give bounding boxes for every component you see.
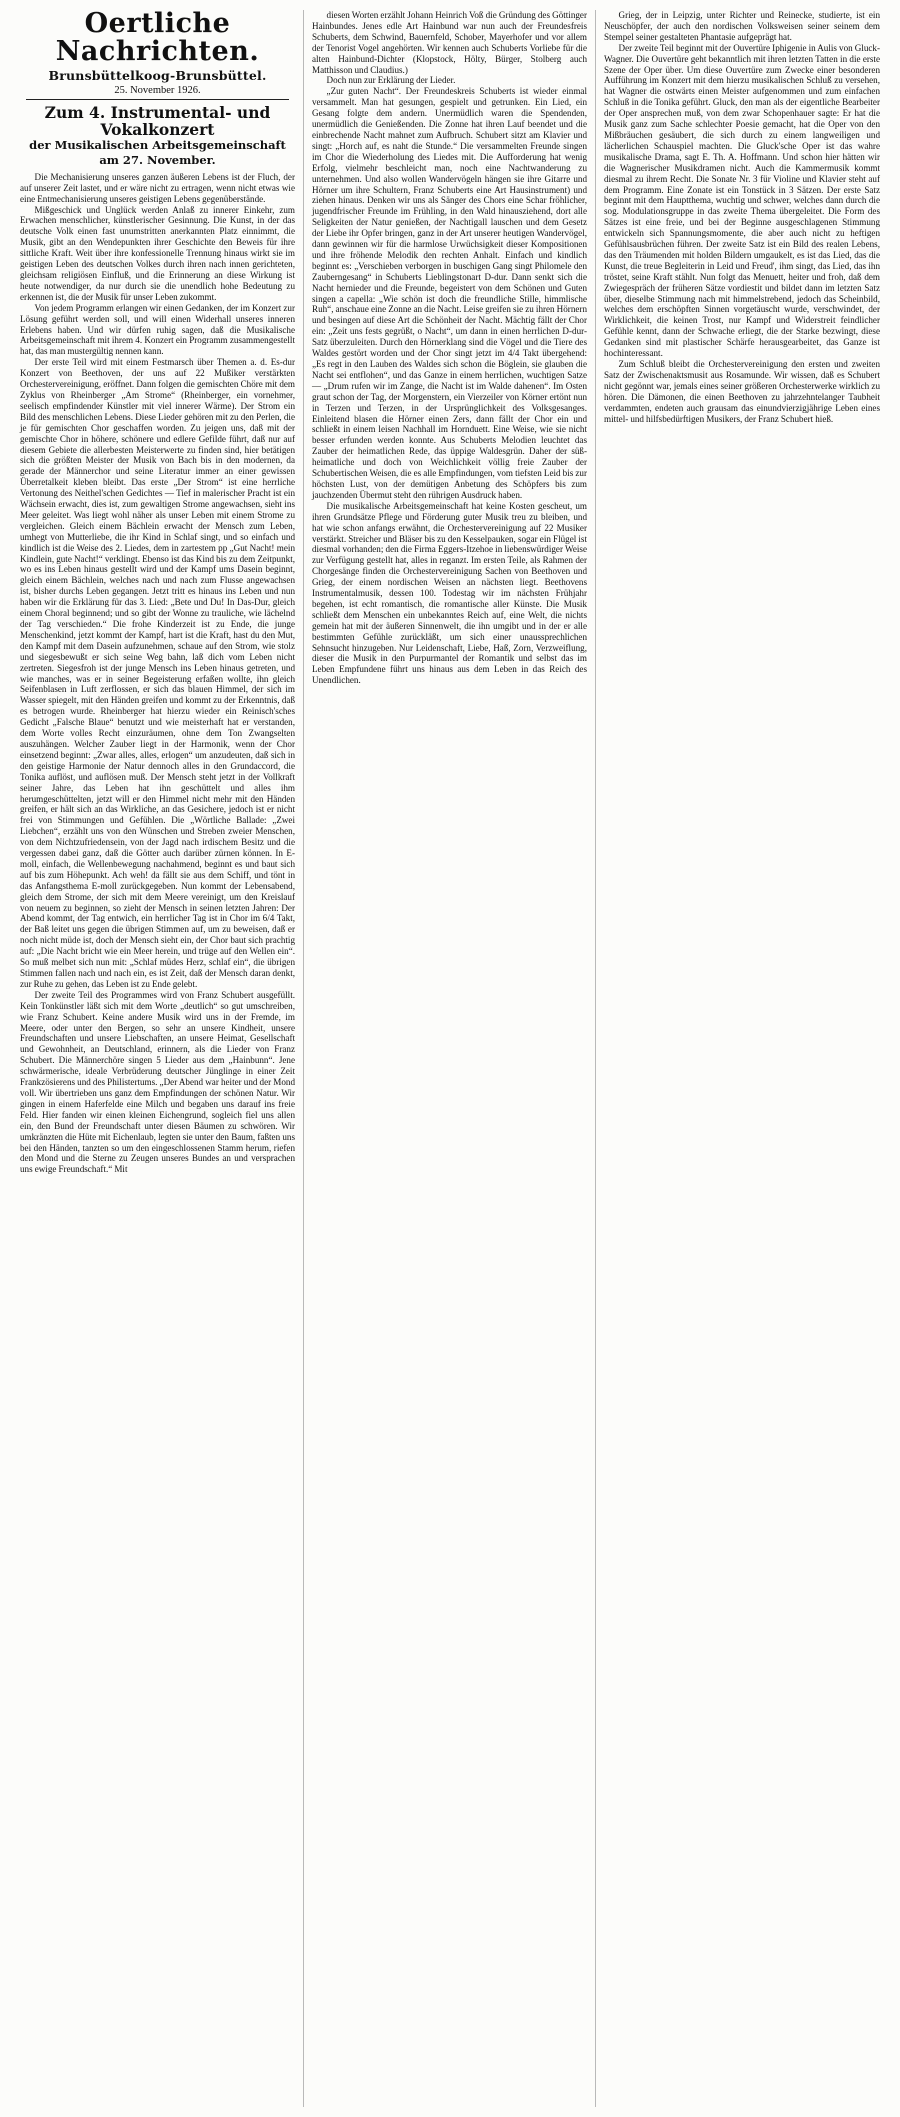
paragraph: Der zweite Teil des Programmes wird von Franz Schubert ausgefüllt. Kein Tonkünstler läßt sich mit dem Worte „deutlich“ so gut umschreiben, wie Franz Schubert. Keine andere Musik wird uns in der Fremde, im Meere, oder unter den Bergen, so sehr an unsere Kindheit, unsere Freundschaften und unsere Liebschaften, an unsere Heimat, Gesellschaft und Gewohnheit, an Deutschland, erinnern, als die Lieder von Franz Schubert. Die Männerchöre singen 5 Lieder aus dem „Hainbunn“. Jene schwärmerische, ideale Verbrüderung deutscher Jünglinge in einer Zeit Frankzösierens und des Philistertums. „Der Abend war heiter und der Mond voll. Wir übertrieben uns ganz dem Empfindungen der schönen Natur. Wir gingen in einem Haferfelde eine Milch und begaben uns darauf ins freie Feld. Hier fanden wir einen kleinen Eichengrund, sogleich fiel uns allen ein, den Bund der Freundschaft unter diesen Bäumen zu schwören. Wir umkränzten die Hüte mit Eichenlaub, legten sie unter den Baum, faßten uns bei den Händen, tanzten so um den eingeschlossenen Stamm herum, riefen den Mond und die Sterne zu Zeugen unseres Bundes an und versprachen uns ewige Freundschaft.“ Mit — [20, 989, 295, 1175]
paragraph: Die Mechanisierung unseres ganzen äußeren Lebens ist der Fluch, der auf unserer Zeit lastet, und er wäre nicht zu ertragen, wenn nicht etwas wie eine Entmechanisierung unseres geistigen Lebens gegenüberstände. — [20, 171, 295, 204]
column-left-body — [20, 172, 295, 1175]
paragraph: Zum Schluß bleibt die Orchestervereinigung den ersten und zweiten Satz der Zwischenaktsmusit aus Rosamunde. Wir wissen, daß es Schubert nicht gegönnt war, jemals eines seiner größeren Orchesterwerke wirklich zu hören. Die Dämonen, die einen Beethoven zu jahrzehntelanger Taubheit verdammten, endeten auch grausam das einundvierzigjährige Leben eines mittel- und hilfsbedürftigen Musikers, der Franz Schubert hieß. — [604, 359, 880, 424]
page-columns — [12, 10, 888, 2107]
paragraph: Grieg, der in Leipzig, unter Richter und Reinecke, studierte, ist ein Neuschöpfer, der auch den nordischen Volksweisen seiner seinem dem Stempel seiner gestalteten Phantasie aufgeprägt hat. — [604, 10, 880, 42]
paragraph: Doch nun zur Erklärung der Lieder. — [326, 75, 456, 86]
article-headline: Zum 4. Instrumental- und Vokalkonzert — [44, 102, 271, 140]
paragraph: Von jedem Programm erlangen wir einen Gedanken, der im Konzert zur Lösung geführt werden soll, und will einen Widerhall unseres inneren Erlebens haben. Und wir dürfen ruhig sagen, daß die Musikalische Arbeitsgemeinschaft mit ihrem 4. Konzert ein Programm zusammengestellt hat, das man mustergültig nennen kann. — [20, 302, 295, 357]
article-subhead-1: der Musikalischen Arbeitsgemeinschaft — [29, 138, 286, 153]
column-middle — [304, 10, 596, 2107]
paper-locality: Brunsbüttelkoog-Brunsbüttel. — [48, 67, 267, 83]
column-right — [596, 10, 888, 2107]
column-left — [12, 10, 304, 2107]
paragraph: Der erste Teil wird mit einem Festmarsch über Themen a. d. Es-dur Konzert von Beethoven, der uns auf 22 Mußiker verstärkten Orchestervereinigung, eröffnet. Dann folgen die gemischten Chöre mit dem Zyklus von Rheinberger „Am Strome“ (Rheinberger, ein vornehmer, seelisch empfindender Künstler mit viel innerer Wärme). Der Strom ein Bild des menschlichen Lebens. Diese Lieder gehören mit zu den Perlen, die je für gemischten Chor geschaffen worden. Zu jeigen uns, daß mit der gemischte Chor in höhere, schönere und edlere Gefilde führt, daß nur auf diesem Gebiete die allerbesten Meisterwerte zu finden sind, hier betätigen sich die größten Meister der Musik von Bach bis in den modernen, da gerade der Männerchor und seine Literatur immer an einer gewissen Überretalkeit kleben bleibt. Das erste „Der Strom“ ist eine herrliche Vertonung des Neithel'schen Gedichtes — Tief in malerischer Pracht ist ein Wächsein erwacht, dies ist, zum gewaltigen Strome angewachsen, sieht ins Meer geleitet. Was liegt wohl näher als unser Leben mit einem Strome zu vergleichen. Gleich einem Bächlein erwacht der Mensch zum Leben, umhegt von Mutterliebe, die ihr Kind in Schlaf singt, und so einfach und kindlich ist die Weise des 2. Liedes, dem in zartestem pp „Gut Nacht! mein Kindlein, gute Nacht!“ verklingt. Ebenso ist das Kind bis zu dem Zeitpunkt, wo es ins Leben hinaus gestellt wird und der Kampf ums Dasein beginnt, gleich einem Bächlein, welches nach und nach zum Flusse angewachsen ist, bisher durchs Leben gegangen. Jetzt tritt es hinaus ins Leben und nun haben wir die Erklärung für das 3. Lied: „Bete und Du! In Das-Dur, gleich einem Choral beginnend; und so gibt der Wonne zu trauliche, wie lächelnd der Tag verschieden.“ Die frohe Kinderzeit ist zu Ende, die junge Menschenkind, jetzt kommt der Kampf, hart ist die Kraft, hast du den Mut, den Kampf mit dem Dasein aufzunehmen, schaue auf den Strom, wie stolz und siegesbewußt er sich seine Weg bahn, laß dich vom Leben nicht zertreten. Siegesfroh ist der junge Mensch ins Leben hinaus getreten, und wie manches, was er in seiner Begeisterung erfaßen wollte, ihn gleich Seifenblasen in Luft zerflossen, er sich das blauen Himmel, der sich im Wasser spiegelt, mit den Händen greifen und kommt zu der Erkenntnis, daß es betrogen wurde. Rheinberger hat hierzu wieder ein Reinisch'sches Gedicht „Falsche Blaue“ benutzt und wie meisterhaft hat er verstanden, dem Worte volles Recht einzuräumen, ohne dem Ton Zwangselten auszuhängen. Welcher Zauber liegt in der Harmonik, wenn der Chor einsetzend beginnt: „Zwar alles, alles, erlogen“ um anzudeuten, daß sich in den geistige Harmonie der Natur dennoch alles in den Grundaccord, die Tonika auflöst, und auflösen muß. Der Mensch steht jetzt in der Vollkraft seiner Jahre, das Leben hat ihn geschüttelt und alles ihm herumgeschüttelten, jetzt will er den Himmel nicht mehr mit den Händen greifen, er hält sich an das Wirkliche, an das Gesichere, jedoch ist er nicht frei von Stimmungen und Gefühlen. Die „Wörtliche Ballade: „Zwei Liebchen“, erzählt uns von den Wünschen und Streben zweier Menschen, von dem Nichtzufriedensein, von der Jagd nach irdischem Besitz und die vergessen dabei ganz, daß die Götter auch darüber zürnen können. In E-moll, einfach, die Wellenbewegung nachahmend, beginnt es und baut sich auf bis zum Höhepunkt. Ach weh! da fällt sie aus dem Schiff, und tönt in das Anfangsthema E-moll zurückgegeben. Nun kommt der Lebensabend, gleich dem Strome, der sich mit dem Meere vereinigt, um den Kreislauf von neuem zu beginnen, so zieht der Mensch in seinen letzten Jahren: Der Abend kommt, der Tag entwich, ein herrlicher Tag ist in Chor im 6/4 Takt, der Baß leitet uns gegen die übrigen Stimmen auf, um zu beweisen, daß er noch nicht müde ist, doch der Mensch sieht ein, der Chor baut sich prachtig auf: „Die Nacht bricht wie ein Meer herein, und trüge auf den Wellen ein“. So muß melbet sich nun mit: „Schlaf müdes Herz, schlaf ein“, die übrigen Stimmen fallen nach und nach ein, es ist Zeit, daß der Mensch daran denkt, zur Ruhe zu gehen, das Leben ist zu Ende gelebt. — [20, 357, 295, 989]
column-right-body — [604, 10, 880, 424]
column-middle-body — [312, 10, 587, 686]
masthead-divider — [26, 99, 289, 100]
paragraph: Mißgeschick und Unglück werden Anlaß zu innerer Einkehr, zum Erwachen menschlicher, künstlerischer Gesinnung. Die Kunst, in der das deutsche Volk einen fast unumstritten anerkannten Platz einnimmt, die Musik, gibt an den Wendepunkten ihrer Geschichte den Beweis für ihre sittliche Kraft. Weit über ihre konfessionelle Trennung hinaus wirkt sie im geistigen Leben des deutschen Volkes durch ihren nach innen gerichteten, gleichsam religiösen Einfluß, und die Erinnerung an diese Wirkung ist heute notwendiger, da nur durch sie die unendlich hohe Bedeutung zu erkennen ist, die der Musik für unser Leben zukommt. — [20, 204, 295, 302]
masthead — [20, 10, 295, 167]
paper-date: 25. November 1926. — [114, 84, 201, 96]
paragraph: diesen Worten erzählt Johann Heinrich Voß die Gründung des Göttinger Hainbundes. Jenes edle Art Hainbund war nun auch der Freundesfreis Schuberts, dem Schwind, Bauernfeld, Schober, Mayerhofer und vor allem der Tenorist Vogel angehörten. Wir kennen auch Schuberts Vorliebe für die alten Hainbund-Dichter (Klopstock, Hölty, Bürger, Stolberg auch Matthisson und Claudius.) — [312, 10, 587, 75]
paragraph: Die musikalische Arbeitsgemeinschaft hat keine Kosten gescheut, um ihren Grundsätze Pflege und Förderung guter Musik treu zu bleiben, und hat wie schon anfangs erwähnt, die Orchestervereinigung auf 22 Musiker verstärkt. Streicher und Bläser bis zu den Kesselpauken, sogar ein Flügel ist diesmal vorhanden; den die Firma Eggers-Itzehoe in liebenswürdiger Weise zur Verfügung gestellt hat, alles in reganzt. Im ersten Teile, als Rahmen der Chorgesänge finden die Orchestervereinigung Sachen von Beethoven und Grieg, der einem nordischen Weisen an nächsten liegt. Beethovens Instrumentalmusik, dessen 100. Todestag wir im nächsten Frühjahr begehen, ist echt romantisch, die romantische aller Künste. Die Musik schließt dem Menschen ein unbekanntes Reich auf, eine Welt, die nichts gemein hat mit der äußeren Sinnenwelt, die ihn umgibt und in der er alle bestimmten Gefühle zurückläßt, um sich einer unaussprechlichen Sehnsucht hinzugeben. Nur Leidenschaft, Liebe, Haß, Zorn, Verzweiflung, dieser die Musik in den Purpurmantel der Romantik und selbst das im Leben Empfundene führt uns hinaus aus dem Leben in das Reich des Unendlichen. — [312, 500, 587, 686]
paragraph: „Zur guten Nacht“. Der Freundeskreis Schuberts ist wieder einmal versammelt. Man hat gesungen, gespielt und getrunken. Ein Lied, ein Gesang folgte dem andern. Unermüdlich waren die Spendenden, unermüdlich die Genießenden. Die Zonne hat ihren Lauf beendet und die einbrechende Nacht mahnet zum Aufbruch. Schubert sitzt am Klavier und singt: „Horch auf, es naht die Stunde.“ Die versammelten Freunde singen im Chor die Wiederholung des Liedes mit. Die Aufforderung hat wenig Erfolg, vielmehr beschleicht man, noch eine Nachtwanderung zu unternehmen. Und also wollen Wandervögeln hängen sie ihre Gitarre und Hörner um ihre Schultern, Franz Schuberts eine Art Hausinstrument) und ziehen hinaus. Denken wir uns als Sänger des Chors eine Schar fröhlicher, jugendfrischer Freunde im Frühling, in den Wald hinausziehend, dort alle Seligkeiten der Natur genießen, der Nachtigall lauschen und dem Gesetz der Liebe ihr Opfer bringen, ganz in der Art unserer heutigen Wandervögel, dann gewinnen wir für die harmlose Urwüchsigkeit dieser Kompositionen und ihre fröhende Melodik den rechten Anhalt. Einfach und kindlich beginnt es: „Verschieben verborgen in buschigen Gang singt Philomele den Zauberngesang“ in Schuberts Lieblingstonart D-dur. Dann senkt sich die Nacht hernieder und die Freunde, begeistert von dem Schönen und Guten singen a capella: „Wie schön ist doch die freundliche Stille, himmlische Ruh“, anschaue eine Zonne an die Nacht. Leise greifen sie zu ihren Hörnern und besingen auf diese Art die Schönheit der Nacht. Mächtig fällt der Chor ein: „Zeit uns fests gegrüßt, o Nacht“, um dann in einen herrlichen D-dur-Satz überzuleiten. Durch den Hörnerklang sind die Vögel und die Tiere des Waldes gestört worden und der Chor singt jetzt im 4/4 Takt übergehend: „Es regt in den Lauben des Waldes sich schon die Böglein, sie glauben die Nacht sei entflohen“, und das Ganze in einem herrlichen, wuchtigen Satze — „Drum rufen wir im Zange, die Nacht ist im Walde dahenen“. Im Osten graut schon der Tag, der Morgenstern, ein Vierzeiler von Körner ertönt nun in Terzen und Terzen, in der Ursprünglichkeit des Volksgesanges. Einleitend blasen die Hörner einen Zers, dann fällt der Chor ein und schließt in einem leisen Nachhall im Hornduett. Eine Weise, wie sie nicht besser erfunden werden konnte. Aus Schuberts Melodien leuchtet das Zauber der heimatlichen Rede, das üppige Waldesgrün. Daher der süß-heimatliche und doch von Weichlichkeit völlig freie Zauber der Schubertischen Weisen, die es alle Empfindungen, vom tiefsten Leid bis zur höchsten Lust, von der demütigen Anbetung des Schöpfers bis zum jauchzenden Übermut steht den rührigen Ausdruck haben. — [312, 86, 587, 500]
paper-title: Oertliche Nachrichten. — [55, 8, 260, 68]
paragraph: Der zweite Teil beginnt mit der Ouvertüre Iphigenie in Aulis von Gluck-Wagner. Die Ouvertüre geht bekanntlich mit ihren letzten Tatten in die erste Szene der Oper über. Um diese Ouvertüre zum Zwecke einer besonderen Aufführung im Konzert mit dem hierzu musikalischen Schluß zu versehen, hat Wagner die ostwärts einen Meister aufgenommen und zum einfachen Schluß in die Tonika geführt. Gluck, den man als der eigentliche Bearbeiter der Oper ansprechen muß, von dem zwar Schopenhauer sagte: Er hat die Musik ganz zum Sache schlechter Poesie gemacht, hat die Oper von den Mißbräuchen gesäubert, die sich durch zu einem langweiligen und lächerlichen Schauspiel machten. Die Gluck'sche Oper ist das wahre musikalische Drama, sagt E. Th. A. Hoffmann. Und schon hier hätten wir die Wagnerischer Musikdramen nicht. Auch die Kammermusik kommt diesmal zu ihrem Recht. Die Sonate Nr. 3 für Violine und Klavier steht auf dem Programm. Eine Zonate ist ein Tonstück in 3 Sätzen. Der erste Satz beginnt mit dem Hauptthema, wuchtig und schwer, welches dann durch die sog. Modulationsgruppe in das zweite Thema übergeleitet. Die Form des Sätzes ist eine freie, und bei der Beginne ausgeschlagenen Stimmung entwickeln sich Spannungsmomente, die aber auch nicht zu heftigen Gefühlsausbrüchen führen. Der zweite Satz ist ein Bild des realen Lebens, das den Träumenden mit holden Bildern umgaukelt, es ist das Lied, das die Kunst, die treue Begleiterin in Leid und Freud', ihm singt, das Lied, das ihn tröstet, seine Kraft stählt. Nun folgt das Menuett, heiter und froh, daß dem Zwiegespräch der früheren Sätze vordiestit und bildet dann im letzten Satz über, dieselbe Stimmung nach mit himmelstrebend, jedoch das Scheinbild, welches dem erschöpften Sinnen vorgetäuscht wurde, verschwindet, der Wirklichkeit, die keinen Trost, nur Kampf und Widerstreit feindlicher Gefühle kennt, dann der Schwache erliegt, die der Starke bezwingt, diese Gedanken sind mit plastischer Schärfe herausgearbeitet, das Ganze ist hochinteressant. — [604, 42, 880, 359]
article-subhead-2: am 27. November. — [99, 152, 216, 167]
